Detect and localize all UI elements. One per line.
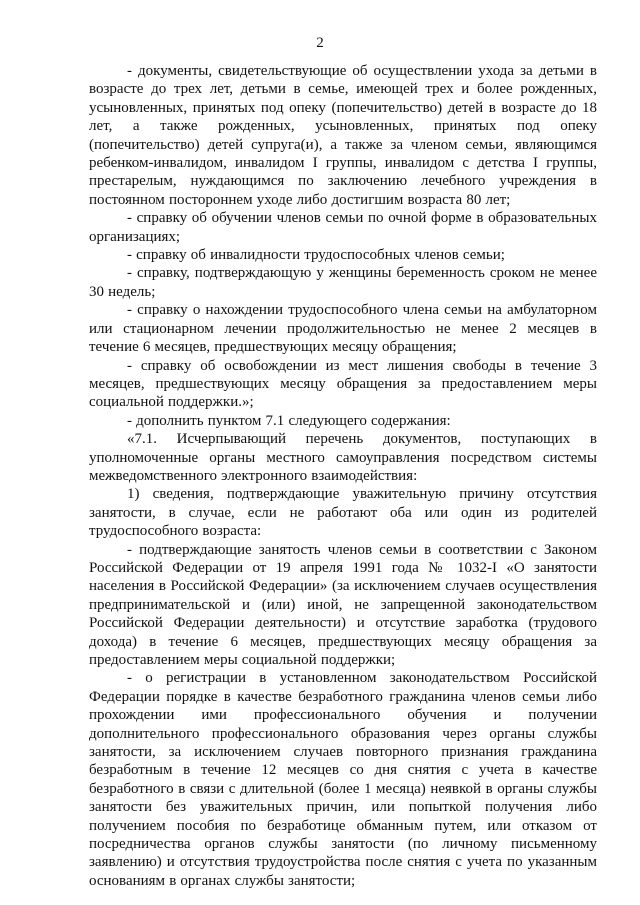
- paragraph-pregnancy-certificate: - справку, подтверждающую у женщины беременность сроком не менее 30 недель;: [89, 265, 597, 300]
- paragraph-add-clause: - дополнить пунктом 7.1 следующего содержания:: [127, 412, 451, 429]
- document-body: [89, 62, 597, 890]
- paragraph-clause-7-1: «7.1. Исчерпывающий перечень документов, поступающих в уполномоченные органы местного самоуправления посредством системы межведомственного электронного взаимодействия:: [89, 431, 597, 484]
- paragraph-disability-certificate: - справку об инвалидности трудоспособных членов семьи;: [127, 247, 505, 264]
- page-number: 2: [316, 35, 324, 51]
- paragraph-childcare-documents: - документы, свидетельствующие об осуществлении ухода за детьми в возрасте до трех лет, детьми в семье, имеющей трех и более рожденных, усыновленных, принятых под опеку (попечительство) детей в возрасте до 18 лет, а также рожденных, усыновленных, принятых под опеку (попечительство) детей супруга(и), а также за членом семьи, являющимся ребенком-инвалидом, инвалидом I группы, инвалидом с детства I группы, престарелым, нуждающимся по заключению лечебного учреждения в постоянном постороннем уходе либо достигшим возраста 80 лет;: [89, 63, 597, 208]
- paragraph-item-1: 1) сведения, подтверждающие уважительную причину отсутствия занятости, в случае, если не работают оба или один из родителей трудоспособного возраста:: [89, 486, 597, 540]
- paragraph-employment-confirmation: - подтверждающие занятость членов семьи в соответствии с Законом Российской Федерации от 19 апреля 1991 года № 1032-I «О занятости населения в Российской Федерации» (за исключением случаев осуществления предпринимательской и (или) иной, не запрещенной законодательством Российской Федерации деятельности) и отсутствие заработка (трудового дохода) в течение 6 месяцев, предшествующих месяцу обращения за предоставлением меры социальной поддержки;: [89, 541, 597, 668]
- paragraph-education-certificate: - справку об обучении членов семьи по очной форме в образовательных организациях;: [89, 210, 597, 245]
- paragraph-unemployment-registration: - о регистрации в установленном законодательством Российской Федерации порядке в качестве безработного гражданина членов семьи либо прохождении ими профессионального обучения и получении дополнительного профессионального образования через органы службы занятости, за исключением случаев повторного признания гражданина безработным в течение 12 месяцев со дня снятия с учета в качестве безработного в связи с длительной (более 1 месяца) неявкой в органы службы занятости без уважительных причин, или попыткой получения либо получением пособия по безработице обманным путем, или отказом от посредничества органов службы занятости (по личному письменному заявлению) и отсутствия трудоустройства после снятия с учета по указанным основаниям в органах службы занятости;: [89, 670, 597, 889]
- paragraph-release-certificate: - справку об освобождении из мест лишения свободы в течение 3 месяцев, предшествующих месяцу обращения за предоставлением меры социальной поддержки.»;: [89, 357, 597, 411]
- paragraph-treatment-certificate: - справку о нахождении трудоспособного члена семьи на амбулаторном или стационарном лечении продолжительностью не менее 2 месяцев в течение 6 месяцев, предшествующих месяцу обращения;: [89, 302, 597, 356]
